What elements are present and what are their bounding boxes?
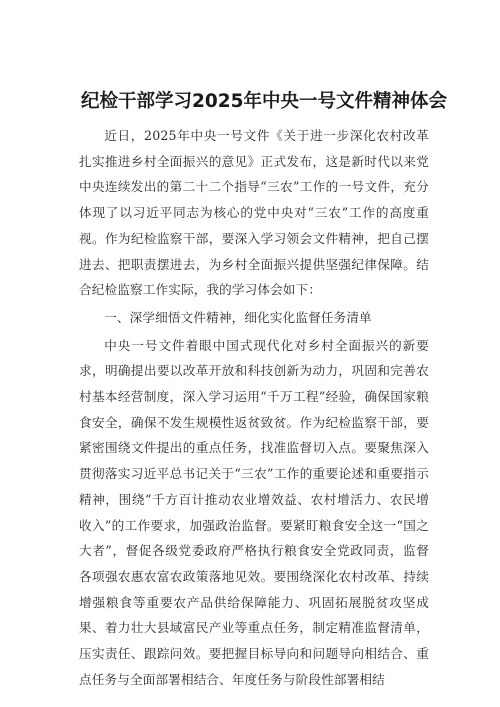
document-title: 纪检干部学习2025年中央一号文件精神体会 [81,91,447,112]
document-body [79,123,429,692]
section-1-paragraph: 中央一号文件着眼中国式现代化对乡村全面振兴的新要求，明确提出要以改革开放和科技创新为动力，巩固和完善农村基本经营制度，深入学习运用“千万工程”经验，确保国家粮食安全，确保不发生规模性返贫致贫。作为纪检监察干部，要紧密围绕文件提出的重点任务，找准监督切入点。要聚焦深入贯彻落实习近平总书记关于“三农”工作的重要论述和重要指示精神，围绕“千方百计推动农业增效益、农村增活力、农民增收入”的工作要求，加强政治监督。要紧盯粮食安全这一“国之大者”，督促各级党委政府严格执行粮食安全党政同责，监督各项强农惠农富农政策落地见效。要围绕深化农村改革、持续增强粮食等重要农产品供给保障能力、巩固拓展脱贫攻坚成果、着力壮大县域富民产业等重点任务，制定精准监督清单，压实责任、跟踪问效。要把握目标导向和问题导向相结合、重点任务与全面部署相结合、年度任务与阶段性部署相结 [79,337,429,687]
section-heading-1: 一、深学细悟文件精神，细化实化监督任务清单 [104,309,372,325]
intro-paragraph: 近日，2025年中央一号文件《关于进一步深化农村改革扎实推进乡村全面振兴的意见》正式发布，这是新时代以来党中央连续发出的第二十二个指导“三农”工作的一号文件，充分体现了以习近平同志为核心的党中央对“三农”工作的高度重视。作为纪检监察干部，要深入学习领会文件精神，把自己摆进去、把职责摆进去，为乡村全面振兴提供坚强纪律保障。结合纪检监察工作实际，我的学习体会如下： [79,128,429,298]
